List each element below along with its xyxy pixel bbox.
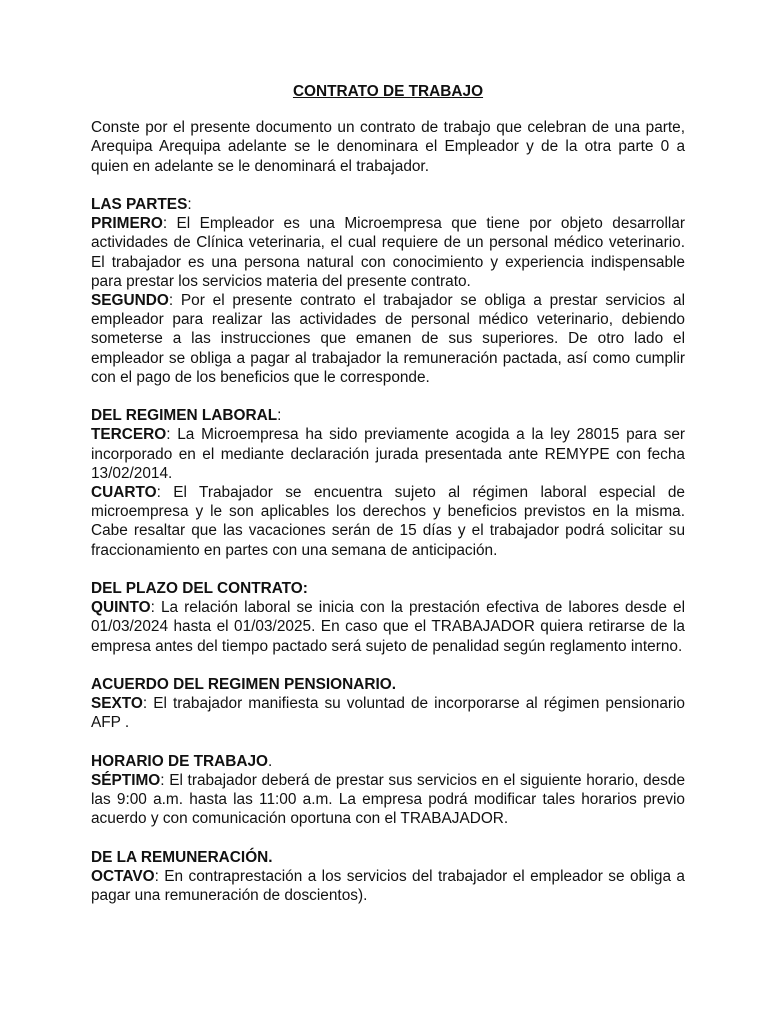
clause-text: : En contraprestación a los servicios del trabajador el empleador se obliga a pagar una remuneración de doscientos). — [91, 868, 685, 905]
document-title: CONTRATO DE TRABAJO — [292, 83, 484, 100]
spacer — [91, 829, 685, 848]
clause-cuarto — [91, 483, 685, 560]
clause-text: : El Empleador es una Microempresa que tiene por objeto desarrollar actividades de Clínica veterinaria, el cual requiere de un personal médico veterinario. El trabajador es una persona natural con conocimiento y experiencia indispensable para prestar los servicios materia del presente contrato. — [91, 215, 685, 290]
clause-label: TERCERO — [91, 426, 167, 444]
section-heading: DEL REGIMEN LABORAL: — [91, 407, 282, 425]
clause-quinto — [91, 598, 685, 656]
clause-label: SÉPTIMO — [91, 772, 161, 790]
spacer — [91, 560, 685, 579]
spacer — [91, 176, 685, 195]
section-heading: LAS PARTES: — [91, 196, 192, 213]
section-regimen-laboral — [91, 406, 685, 560]
clause-label: CUARTO — [91, 484, 157, 502]
clause-sexto — [91, 694, 685, 732]
section-regimen-pensionario — [91, 675, 685, 733]
clause-label: SEGUNDO — [91, 292, 169, 310]
section-las-partes — [91, 195, 685, 387]
spacer — [91, 733, 685, 752]
clause-septimo — [91, 771, 685, 829]
clause-octavo — [91, 867, 685, 905]
clause-text: : El trabajador manifiesta su voluntad de incorporarse al régimen pensionario AFP . — [91, 695, 685, 732]
section-heading: DE LA REMUNERACIÓN. — [91, 848, 273, 866]
clause-label: OCTAVO — [91, 868, 155, 886]
clause-text: : La Microempresa ha sido previamente acogida a la ley 28015 para ser incorporado en el mediante declaración jurada presentada ante REMYPE con fecha 13/02/2014. — [91, 426, 685, 482]
clause-primero — [91, 214, 685, 291]
clause-text: : Por el presente contrato el trabajador se obliga a prestar servicios al empleador para realizar las actividades de personal médico veterinario, debiendo someterse a las instrucciones que emanen de sus superiores. De otro lado el empleador se obliga a pagar al trabajador la remuneración pactada, así como cumplir con el pago de los beneficios que le corresponde. — [91, 292, 685, 386]
clause-label: SEXTO — [91, 695, 143, 713]
section-heading: HORARIO DE TRABAJO. — [91, 752, 273, 770]
section-remuneracion — [91, 848, 685, 906]
section-heading: ACUERDO DEL REGIMEN PENSIONARIO. — [91, 676, 396, 694]
section-horario-trabajo — [91, 752, 685, 829]
intro-paragraph: Conste por el presente documento un contrato de trabajo que celebran de una parte, Arequipa Arequipa adelante se le denominara el Empleador y de la otra parte 0 a quien en adelante se le denominará el trabajador. — [91, 119, 685, 175]
section-heading: DEL PLAZO DEL CONTRATO: — [91, 580, 308, 598]
clause-text: : El trabajador deberá de prestar sus servicios en el siguiente horario, desde las 9:00 a.m. hasta las 11:00 a.m. La empresa podrá modificar tales horarios previo acuerdo y con comunicación oportuna con el TRABAJADOR. — [91, 772, 685, 828]
clause-text: : La relación laboral se inicia con la prestación efectiva de labores desde el 01/03/2024 hasta el 01/03/2025. En caso que el TRABAJADOR quiera retirarse de la empresa antes del tiempo pactado será sujeto de penalidad según reglamento interno. — [91, 599, 685, 655]
spacer — [91, 387, 685, 406]
clause-text: : El Trabajador se encuentra sujeto al régimen laboral especial de microempresa y le son aplicables los derechos y beneficios previstos en la misma. Cabe resaltar que las vacaciones serán de 15 días y el trabajador podrá solicitar su fraccionamiento en partes con una semana de anticipación. — [91, 484, 685, 559]
spacer — [91, 656, 685, 675]
clause-tercero — [91, 425, 685, 483]
clause-label: PRIMERO — [91, 215, 163, 233]
section-plazo-contrato — [91, 579, 685, 656]
clause-segundo — [91, 291, 685, 387]
clause-label: QUINTO — [91, 599, 151, 617]
document-page — [91, 82, 685, 905]
